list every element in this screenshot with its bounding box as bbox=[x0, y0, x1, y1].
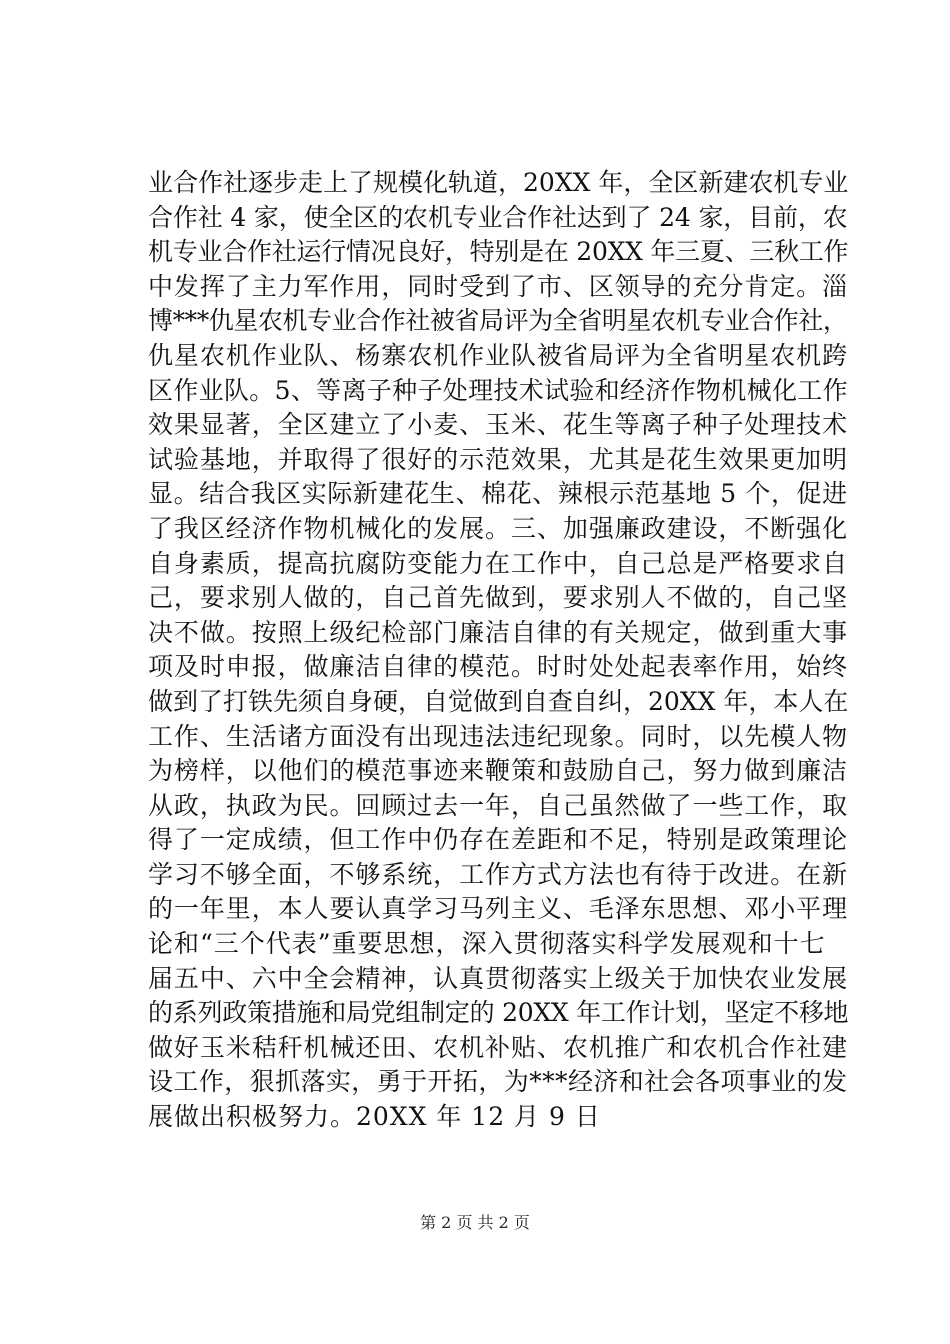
text-line: 项及时申报，做廉洁自律的模范。时时处处起表率作用，始终 bbox=[148, 652, 849, 682]
text-line: 的一年里，本人要认真学习马列主义、毛泽东思想、邓小平理 bbox=[148, 894, 849, 924]
text-line: 设工作，狠抓落实，勇于开拓，为***经济和社会各项事业的发 bbox=[148, 1067, 848, 1097]
text-line: 为榜样，以他们的模范事迹来鞭策和鼓励自己，努力做到廉洁 bbox=[148, 756, 849, 786]
text-line: 己，要求别人做的，自己首先做到，要求别人不做的，自己坚 bbox=[148, 583, 849, 613]
text-line: 仇星农机作业队、杨寨农机作业队被省局评为全省明星农机跨 bbox=[148, 340, 849, 370]
text-line: 区作业队。5、等离子种子处理技术试验和经济作物机械化工作 bbox=[148, 375, 848, 405]
text-line: 中发挥了主力军作用，同时受到了市、区领导的充分肯定。淄 bbox=[148, 271, 849, 301]
text-line: 做到了打铁先须自身硬，自觉做到自查自纠，20XX 年，本人在 bbox=[148, 686, 849, 716]
text-line: 学习不够全面，不够系统，工作方式方法也有待于改进。在新 bbox=[148, 859, 849, 889]
text-line: 业合作社逐步走上了规模化轨道，20XX 年，全区新建农机专业 bbox=[148, 168, 849, 197]
text-line: 工作、生活诸方面没有出现违法违纪现象。同时，以先模人物 bbox=[148, 721, 849, 751]
text-line: 从政，执政为民。回顾过去一年，自己虽然做了一些工作，取 bbox=[148, 790, 849, 820]
text-line: 了我区经济作物机械化的发展。三、加强廉政建设，不断强化 bbox=[148, 513, 849, 543]
text-line: 做好玉米秸秆机械还田、农机补贴、农机推广和农机合作社建 bbox=[148, 1032, 849, 1062]
text-line: 得了一定成绩，但工作中仍存在差距和不足，特别是政策理论 bbox=[148, 825, 849, 855]
text-line: 效果显著，全区建立了小麦、玉米、花生等离子种子处理技术 bbox=[148, 410, 849, 440]
text-line: 届五中、六中全会精神，认真贯彻落实上级关于加快农业发展 bbox=[148, 963, 849, 993]
text-line: 合作社 4 家，使全区的农机专业合作社达到了 24 家，目前，农 bbox=[148, 202, 848, 232]
text-line: 博***仇星农机专业合作社被省局评为全省明星农机专业合作社， bbox=[148, 306, 848, 336]
text-line: 论和“三个代表”重要思想，深入贯彻落实科学发展观和十七 bbox=[148, 929, 826, 959]
text-line: 决不做。按照上级纪检部门廉洁自律的有关规定，做到重大事 bbox=[148, 617, 849, 647]
text-line: 显。结合我区实际新建花生、棉花、辣根示范基地 5 个，促进 bbox=[148, 479, 848, 509]
text-line: 试验基地，并取得了很好的示范效果，尤其是花生效果更加明 bbox=[148, 444, 849, 474]
text-line: 展做出积极努力。20XX 年 12 月 9 日 bbox=[148, 1102, 601, 1132]
text-line: 的系列政策措施和局党组制定的 20XX 年工作计划，坚定不移地 bbox=[148, 998, 849, 1028]
page-footer: 第 2 页 共 2 页 bbox=[420, 1213, 530, 1232]
text-line: 自身素质，提高抗腐防变能力在工作中，自己总是严格要求自 bbox=[148, 548, 849, 578]
body-text bbox=[148, 166, 848, 1135]
text-line: 机专业合作社运行情况良好，特别是在 20XX 年三夏、三秋工作 bbox=[148, 237, 849, 267]
